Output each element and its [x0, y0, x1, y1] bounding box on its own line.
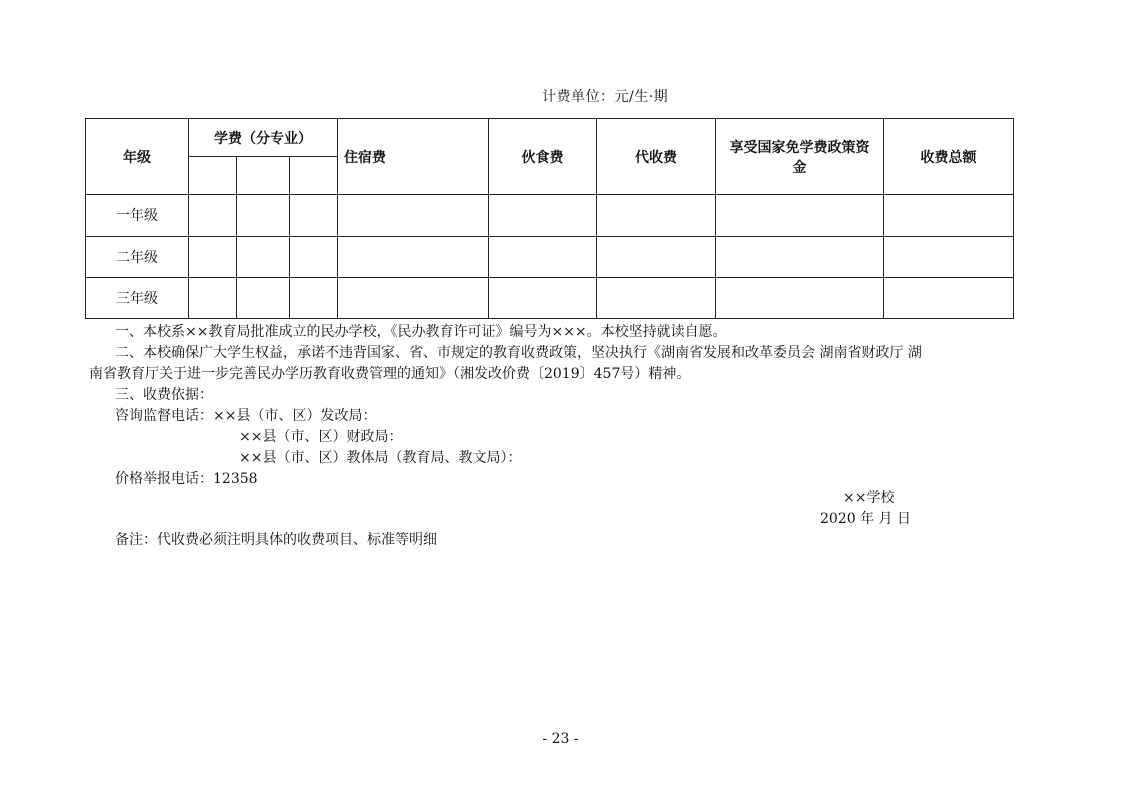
note-3: 三、收费依据：: [115, 387, 213, 403]
note-2: 二、本校确保广大学生权益，承诺不违背国家、省、市规定的教育收费政策，坚决执行《湖南省发展和改革委员会 湖南省财政厅 湖: [115, 345, 922, 361]
fee-unit-label: 计费单位：元/生·期: [542, 89, 669, 105]
tuition-subcell: [290, 157, 338, 195]
table-row: [86, 277, 1014, 318]
header-total: 收费总额: [884, 119, 1014, 195]
header-accommodation: 住宿费: [338, 119, 489, 195]
page-number: - 23 -: [542, 731, 579, 747]
row-grade: 二年级: [86, 236, 189, 277]
header-grade: 年级: [86, 119, 189, 195]
signature-date: 2020 年 月 日: [820, 511, 911, 527]
table-row: [86, 236, 1014, 277]
tuition-subcell: [189, 157, 237, 195]
header-tuition: 学费（分专业）: [189, 119, 338, 157]
notes-block: [89, 322, 1015, 490]
remark: 备注：代收费必须注明具体的收费项目、标准等明细: [115, 532, 437, 548]
table-row: [86, 195, 1014, 236]
table-header-row: [86, 119, 1014, 157]
note-1: 一、本校系××教育局批准成立的民办学校，《民办教育许可证》编号为×××。本校坚持就读自愿。: [115, 324, 727, 340]
header-meals: 伙食费: [489, 119, 597, 195]
hotline-education: ××县（市、区）教体局（教育局、教文局）：: [239, 450, 522, 466]
school-signature: ××学校: [843, 490, 895, 506]
hotline-finance: ××县（市、区）财政局：: [239, 429, 403, 445]
header-policy-funds: 享受国家免学费政策资金: [716, 119, 884, 195]
row-grade: 三年级: [86, 277, 189, 318]
header-collected-on-behalf: 代收费: [597, 119, 716, 195]
hotline-development: 咨询监督电话：××县（市、区）发改局：: [115, 408, 377, 424]
note-2-continued: 南省教育厅关于进一步完善民办学历教育收费管理的通知》（湘发改价费〔2019〕457号）精神。: [89, 366, 691, 382]
price-report-phone: 价格举报电话：12358: [115, 471, 258, 487]
fee-table: [85, 118, 1014, 319]
row-grade: 一年级: [86, 195, 189, 236]
tuition-subcell: [237, 157, 290, 195]
